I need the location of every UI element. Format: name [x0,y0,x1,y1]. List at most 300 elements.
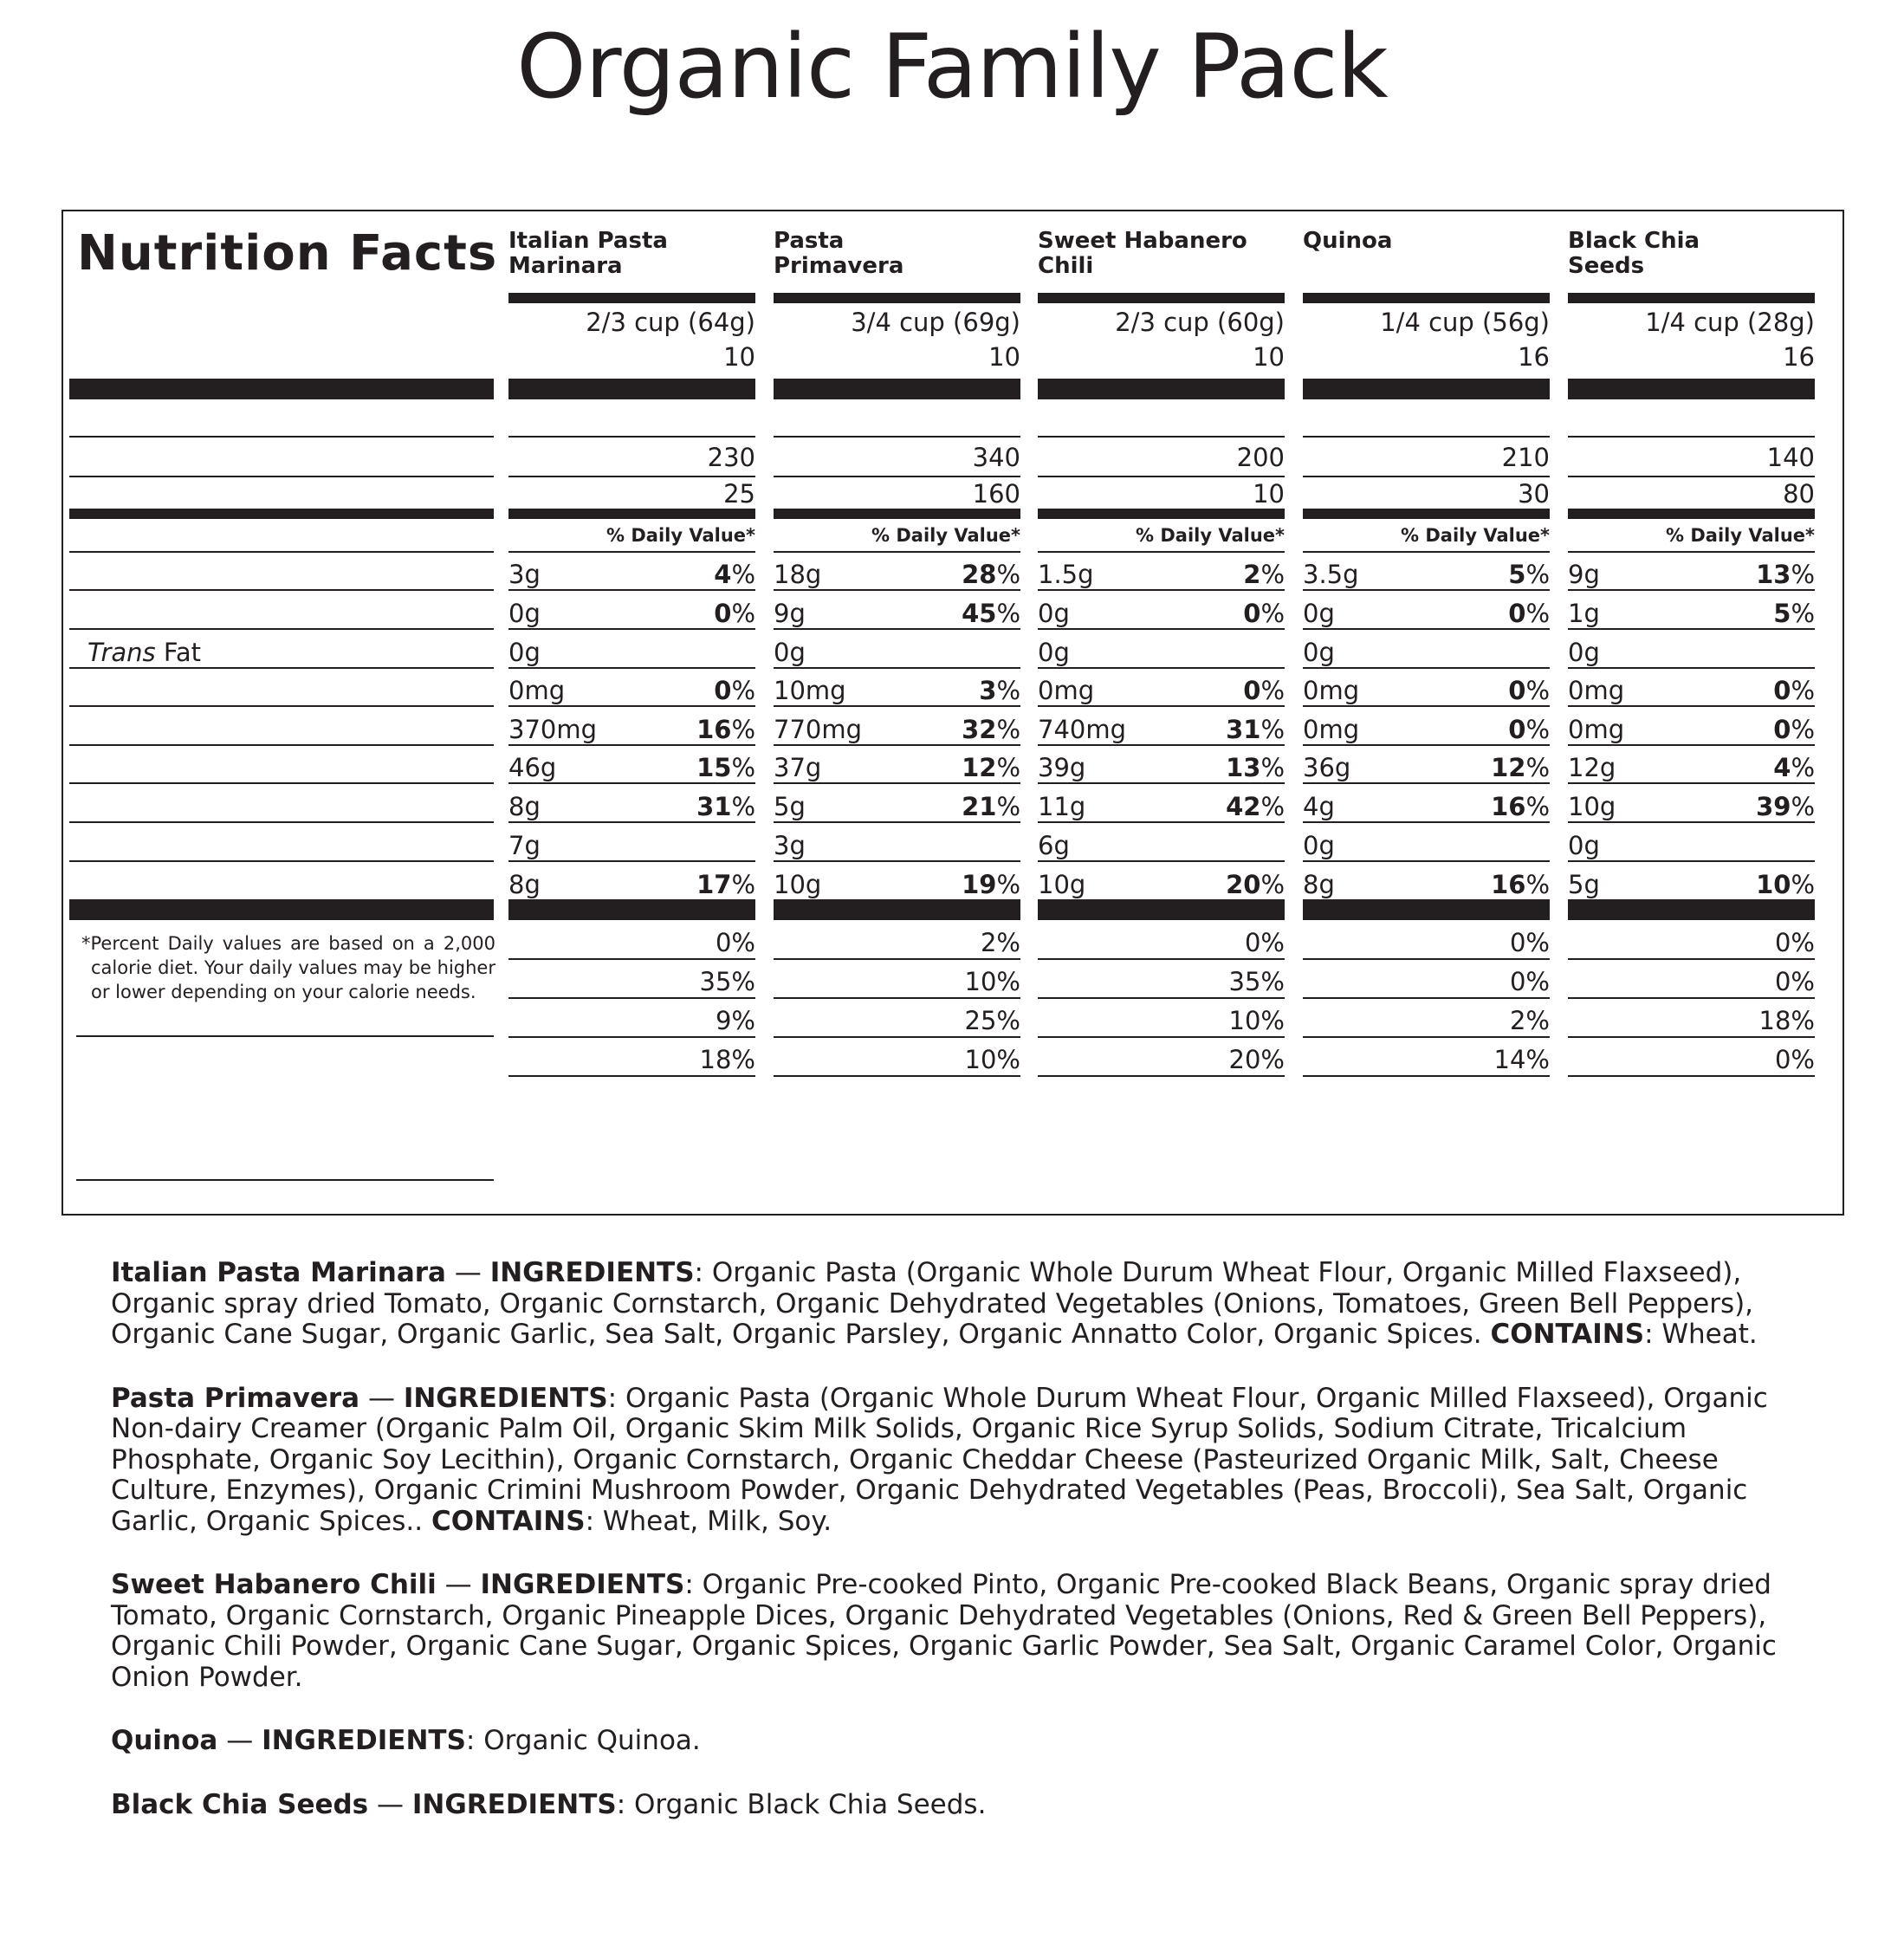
nutrient-amount: 0g [1303,831,1335,860]
column-rule [1303,958,1550,960]
vitamin-value: 2% [1509,1006,1550,1035]
percent-sign: % [1260,560,1285,589]
column-rule [774,744,1020,746]
nutrient-percent [774,750,1020,785]
serving-size-value: 3/4 cup (69g) [851,308,1020,337]
column-thick-bar [774,899,1020,920]
nutrient-amount: 770mg [774,715,863,744]
nutrient-percent [774,712,1020,747]
nutrient-percent [774,789,1020,824]
column-thick-bar [1568,899,1815,920]
nutrient-amount: 11g [1038,792,1086,821]
serving-size-value: 2/3 cup (64g) [586,308,755,337]
percent-sign: % [1791,715,1815,744]
column-rule [774,551,1020,553]
percent-number: 10 [1756,870,1791,899]
percent-number: 3 [979,676,997,705]
page-title: Organic Family Pack [516,16,1388,119]
nutrient-amount: 0mg [1303,715,1360,744]
column-rule [1038,667,1285,669]
nutrient-percent [1038,557,1285,592]
percent-number: 31 [696,792,732,821]
nutrient-percent [1038,750,1285,785]
column-rule [1038,628,1285,630]
column-rule [1038,821,1285,823]
nutrition-facts-panel [62,210,1844,1216]
column-rule [774,705,1020,707]
column-medium-bar [774,509,1020,519]
column-rule [508,821,755,823]
column-thick-bar [508,379,755,399]
column-thick-bar [1038,899,1285,920]
nutrient-amount: 9g [1568,560,1600,589]
percent-sign: % [1525,792,1550,821]
percent-number: 39 [1756,792,1791,821]
percent-number: 17 [696,870,732,899]
label-thick-bar [69,899,494,920]
product-name [508,229,764,279]
nutrient-amount: 10g [774,870,822,899]
nutrient-amount: 0g [1038,599,1070,628]
calories-value: 230 [707,443,755,472]
calories-from-fat-value: 10 [1253,479,1285,509]
ingredient-product-name: Italian Pasta Marinara [111,1257,446,1288]
column-rule [774,628,1020,630]
label-rule [69,705,494,707]
percent-sign: % [996,599,1020,628]
nutrient-amount: 36g [1303,753,1351,782]
nutrient-amount: 10g [1038,870,1086,899]
nutrient-amount: 4g [1303,792,1335,821]
column-rule [1038,1036,1285,1038]
vitamin-value: 9% [715,1006,755,1035]
product-name-line: Seeds [1568,253,1645,279]
daily-value-header: % Daily Value* [1136,525,1285,546]
column-rule [508,860,755,862]
percent-sign: % [1260,715,1285,744]
column-thick-bar [508,899,755,920]
column-rule [774,821,1020,823]
nutrient-percent [508,789,755,824]
serving-size-value: 2/3 cup (60g) [1115,308,1285,337]
ingredients-label: INGREDIENTS [403,1382,608,1414]
column-rule [1303,436,1550,438]
column-rule [1038,860,1285,862]
column-rule [1568,860,1815,862]
column-rule [508,782,755,784]
daily-value-header: % Daily Value* [606,525,755,546]
ingredient-product-name: Sweet Habanero Chili [111,1569,437,1600]
nutrient-percent [1303,557,1550,592]
percent-number: 20 [1226,870,1261,899]
ingredient-list: : Organic Pre-cooked Pinto, Organic Pre-cooked Black Beans, Organic spray dried Tomato, Organic Cornstarch, Organic Pineapple Dices, Organic Dehydrated Vegetables (Onions, Red & Green Bell Peppers), Organic Chili Powder, Organic Cane Sugar, Organic Spices, Organic Garlic Powder, Sea Salt, Organic Caramel Color, Organic Onion Powder. [111,1569,1777,1693]
column-rule [1303,860,1550,862]
product-name-line: Quinoa [1303,228,1393,254]
ingredient-paragraph [111,1726,1809,1757]
daily-value-header: % Daily Value* [871,525,1020,546]
vitamin-value: 18% [1758,1006,1815,1035]
calories-value: 210 [1501,443,1550,472]
percent-number: 0 [714,676,732,705]
percent-sign: % [1525,599,1550,628]
product-name-line: Pasta [774,228,845,254]
nutrient-amount: 740mg [1038,715,1127,744]
calories-value: 140 [1766,443,1815,472]
calories-from-fat-value: 80 [1783,479,1815,509]
ingredient-separator: — [368,1788,412,1820]
percent-number: 0 [1773,676,1791,705]
vitamin-value: 14% [1493,1045,1550,1074]
vitamin-value: 0% [1509,928,1550,957]
ingredient-list: : Organic Quinoa. [465,1725,701,1756]
column-rule [1303,667,1550,669]
nutrient-percent [1568,789,1815,824]
percent-sign: % [731,599,755,628]
column-thick-bar [1303,379,1550,399]
percent-number: 0 [1508,676,1526,705]
nutrient-amount: 8g [508,792,541,821]
column-rule [1303,1075,1550,1077]
dv-table-rule [76,1179,494,1181]
column-rule [1038,436,1285,438]
percent-number: 12 [962,753,997,782]
ingredient-separator: — [359,1382,404,1414]
nutrient-amount: 10g [1568,792,1616,821]
nutrient-percent [774,596,1020,631]
column-rule [774,667,1020,669]
percent-sign: % [996,560,1020,589]
column-rule [1568,628,1815,630]
nutrient-amount: 0g [508,638,541,667]
percent-number: 45 [962,599,997,628]
vitamin-value: 0% [1774,1045,1815,1074]
percent-sign: % [1260,870,1285,899]
nutrient-percent [1038,867,1285,902]
percent-number: 19 [962,870,997,899]
nutrient-amount: 10mg [774,676,846,705]
percent-sign: % [1260,599,1285,628]
percent-number: 4 [714,560,732,589]
column-rule [508,744,755,746]
column-rule [508,436,755,438]
nutrition-facts-heading: Nutrition Facts [77,225,498,282]
column-rule [1568,821,1815,823]
label-rule [69,628,494,630]
nutrient-amount: 39g [1038,753,1086,782]
serving-size-value: 1/4 cup (56g) [1380,308,1550,337]
product-name-line: Black Chia [1568,228,1700,254]
column-rule [1038,589,1285,591]
nutrient-percent [1303,789,1550,824]
daily-value-header: % Daily Value* [1666,525,1815,546]
column-rule [508,997,755,999]
nutrient-amount: 5g [774,792,806,821]
label-thick-bar [69,379,494,399]
column-rule [774,997,1020,999]
nutrient-percent [508,557,755,592]
nutrient-percent [1038,596,1285,631]
column-rule [508,1036,755,1038]
nutrient-percent [508,596,755,631]
column-rule [774,782,1020,784]
calories-value: 340 [972,443,1020,472]
nutrient-amount: 0g [1568,831,1600,860]
nutrient-amount: 0mg [1303,676,1360,705]
product-name-line: Primavera [774,253,904,279]
ingredient-list: : Organic Pasta (Organic Whole Durum Wheat Flour, Organic Milled Flaxseed), Organic spray dried Tomato, Organic Cornstarch, Organic Dehydrated Vegetables (Onions, Tomatoes, Green Bell Peppers), Organic Cane Sugar, Organic Garlic, Sea Salt, Organic Parsley, Organic Annatto Color, Organic Spices. [111,1257,1754,1350]
contains-list: : Wheat. [1644,1319,1758,1350]
product-name [774,229,1029,279]
label-rule [69,860,494,862]
calories-from-fat-value: 30 [1518,479,1550,509]
nutrient-amount: 8g [508,870,541,899]
percent-sign: % [1260,792,1285,821]
percent-sign: % [1260,676,1285,705]
product-name-line [1303,254,1558,279]
nutrient-percent [508,750,755,785]
percent-sign: % [1525,676,1550,705]
ingredient-list: : Organic Pasta (Organic Whole Durum Wheat Flour, Organic Milled Flaxseed), Organic Non-dairy Creamer (Organic Palm Oil, Organic Skim Milk Solids, Organic Rice Syrup Solids, Sodium Citrate, Tricalcium Phosphate, Organic Soy Lecithin), Organic Cornstarch, Organic Cheddar Cheese (Pasteurized Organic Milk, Salt, Cheese Culture, Enzymes), Organic Crimini Mushroom Powder, Organic Dehydrated Vegetables (Peas, Broccoli), Sea Salt, Organic Garlic, Organic Spices.. [111,1382,1768,1537]
percent-number: 16 [696,715,732,744]
column-header-bar [1568,293,1815,303]
servings-value: 10 [988,342,1020,372]
percent-sign: % [731,715,755,744]
percent-number: 21 [962,792,997,821]
nutrient-percent [508,867,755,902]
column-rule [1303,1036,1550,1038]
percent-sign: % [1791,560,1815,589]
column-rule [1303,997,1550,999]
column-rule [1568,958,1815,960]
nutrient-amount: 7g [508,831,541,860]
percent-sign: % [731,870,755,899]
percent-number: 5 [1773,599,1791,628]
percent-sign: % [731,792,755,821]
column-rule [774,1075,1020,1077]
ingredient-paragraph [111,1790,1809,1821]
nutrient-amount: 0g [1568,638,1600,667]
trans-prefix: Trans [87,638,156,667]
nutrient-amount: 1.5g [1038,560,1094,589]
nutrient-amount: 370mg [508,715,598,744]
nutrient-amount: 8g [1303,870,1335,899]
percent-number: 0 [1508,715,1526,744]
vitamin-value: 20% [1228,1045,1285,1074]
vitamin-value: 0% [1509,967,1550,996]
servings-value: 10 [723,342,755,372]
percent-sign: % [1525,715,1550,744]
column-rule [1038,1075,1285,1077]
percent-number: 16 [1491,870,1526,899]
column-rule [774,1036,1020,1038]
contains-list: : Wheat, Milk, Soy. [585,1505,832,1537]
daily-value-header: % Daily Value* [1401,525,1550,546]
vitamin-value: 35% [1228,967,1285,996]
ingredient-paragraph [111,1258,1809,1351]
ingredients-label: INGREDIENTS [489,1257,695,1288]
percent-number: 13 [1756,560,1791,589]
nutrient-percent [774,557,1020,592]
nutrient-amount: 9g [774,599,806,628]
column-rule [508,589,755,591]
nutrient-percent [508,673,755,708]
percent-number: 42 [1226,792,1261,821]
nutrient-percent [774,867,1020,902]
column-rule [1038,997,1285,999]
label-rule [69,821,494,823]
product-name-line: Chili [1038,253,1094,279]
column-rule [1038,551,1285,553]
nutrient-amount: 0mg [1568,676,1625,705]
vitamin-value: 35% [699,967,755,996]
dv-table-rule [76,1035,494,1037]
percent-number: 28 [962,560,997,589]
nutrient-amount: 0g [1303,638,1335,667]
column-rule [1303,628,1550,630]
daily-value-footnote: *Percent Daily values are based on a 2,000 calorie diet. Your daily values may be higher or lower depending on your calorie needs. [81,933,495,1002]
nutrient-percent [1303,673,1550,708]
column-rule [774,589,1020,591]
ingredient-product-name: Pasta Primavera [111,1382,360,1414]
column-rule [1568,705,1815,707]
nutrient-percent [1038,673,1285,708]
servings-value: 16 [1783,342,1815,372]
percent-number: 2 [1243,560,1261,589]
column-rule [1568,782,1815,784]
column-header-bar [1038,293,1285,303]
nutrient-amount: 0g [508,599,541,628]
column-medium-bar [1303,509,1550,519]
nutrient-percent [1568,712,1815,747]
column-thick-bar [774,379,1020,399]
percent-number: 4 [1773,753,1791,782]
ingredient-product-name: Black Chia Seeds [111,1788,369,1820]
nutrient-amount: 18g [774,560,822,589]
nutrient-percent [1038,789,1285,824]
label-rule [69,436,494,438]
column-header-bar [774,293,1020,303]
nutrient-amount: 0mg [1038,676,1095,705]
column-rule [1568,1075,1815,1077]
nutrient-percent [1303,750,1550,785]
nutrient-percent [1568,596,1815,631]
product-name-line: Marinara [508,253,623,279]
nutrient-amount: 1g [1568,599,1600,628]
servings-value: 16 [1518,342,1550,372]
column-thick-bar [1038,379,1285,399]
contains-label: CONTAINS [431,1505,586,1537]
percent-number: 0 [714,599,732,628]
column-rule [1568,667,1815,669]
nutrient-amount: 0g [774,638,806,667]
percent-sign: % [1791,676,1815,705]
column-rule [1303,782,1550,784]
column-rule [1038,705,1285,707]
nutrient-amount: 0mg [1568,715,1625,744]
ingredient-paragraph [111,1570,1809,1693]
nutrient-amount: 46g [508,753,557,782]
percent-number: 13 [1226,753,1261,782]
percent-sign: % [996,676,1020,705]
column-rule [508,1075,755,1077]
ingredient-separator: — [436,1569,481,1600]
percent-sign: % [731,753,755,782]
percent-sign: % [731,560,755,589]
column-rule [774,958,1020,960]
percent-sign: % [1525,870,1550,899]
label-rule [69,551,494,553]
percent-sign: % [996,753,1020,782]
trans-suffix: Fat [155,638,202,667]
percent-sign: % [1525,560,1550,589]
label-rule [69,782,494,784]
column-rule [1568,436,1815,438]
vitamin-value: 0% [1774,967,1815,996]
column-rule [1038,744,1285,746]
percent-sign: % [996,715,1020,744]
vitamin-value: 0% [715,928,755,957]
vitamin-value: 10% [964,1045,1020,1074]
nutrient-percent [1568,750,1815,785]
nutrient-label-trans-fat [87,635,486,670]
vitamin-value: 0% [1774,928,1815,957]
nutrient-amount: 3g [508,560,541,589]
percent-number: 12 [1491,753,1526,782]
nutrient-percent [1303,712,1550,747]
column-rule [508,628,755,630]
product-name-line: Sweet Habanero [1038,228,1247,254]
nutrient-percent [1038,712,1285,747]
calories-from-fat-value: 25 [723,479,755,509]
serving-size-value: 1/4 cup (28g) [1645,308,1815,337]
nutrient-percent [1303,867,1550,902]
ingredient-separator: — [217,1725,262,1756]
column-thick-bar [1303,899,1550,920]
percent-sign: % [1791,753,1815,782]
percent-sign: % [1260,753,1285,782]
nutrient-percent [774,673,1020,708]
nutrient-amount: 0mg [508,676,566,705]
percent-sign: % [1791,870,1815,899]
label-rule [69,589,494,591]
column-thick-bar [1568,379,1815,399]
column-rule [1303,589,1550,591]
vitamin-value: 0% [1244,928,1285,957]
percent-number: 16 [1491,792,1526,821]
column-rule [774,436,1020,438]
column-header-bar [1303,293,1550,303]
nutrient-percent [1568,867,1815,902]
nutrient-amount: 12g [1568,753,1616,782]
column-header-bar [508,293,755,303]
percent-number: 15 [696,753,732,782]
column-rule [508,958,755,960]
column-rule [1038,782,1285,784]
column-rule [1568,1036,1815,1038]
vitamin-value: 10% [1228,1006,1285,1035]
column-rule [1303,744,1550,746]
label-rule [69,476,494,477]
nutrient-amount: 5g [1568,870,1600,899]
product-name [1038,229,1293,279]
contains-label: CONTAINS [1490,1319,1645,1350]
percent-sign: % [1791,792,1815,821]
percent-number: 0 [1773,715,1791,744]
ingredient-paragraph [111,1384,1809,1538]
vitamin-value: 10% [964,967,1020,996]
ingredients-label: INGREDIENTS [262,1725,466,1756]
nutrient-amount: 6g [1038,831,1070,860]
